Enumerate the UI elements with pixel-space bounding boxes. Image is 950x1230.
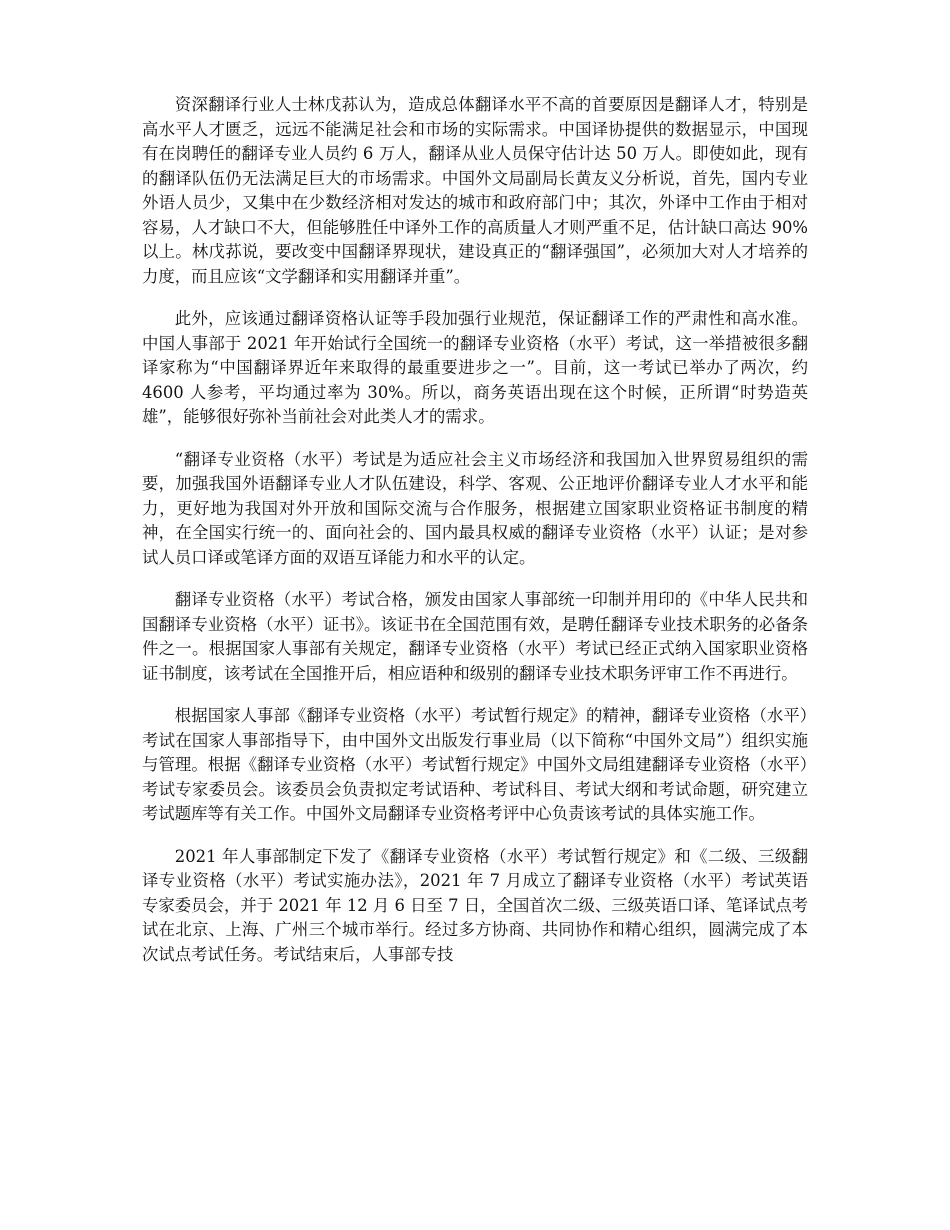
document-body <box>142 93 808 985</box>
paragraph-regulations: 根据国家人事部《翻译专业资格（水平）考试暂行规定》的精神，翻译专业资格（水平）考试在国家人事部指导下，由中国外文出版发行事业局（以下简称“中国外文局”）组织实施与管理。根据《翻译专业资格（水平）考试暂行规定》中国外文局组建翻译专业资格（水平）考试专家委员会。该委员会负责拟定考试语种、考试科目、考试大纲和考试命题，研究建立考试题库等有关工作。中国外文局翻译专业资格考评中心负责该考试的具体实施工作。 <box>142 706 808 823</box>
paragraph-history: 2021 年人事部制定下发了《翻译专业资格（水平）考试暂行规定》和《二级、三级翻译专业资格（水平）考试实施办法》，2021 年 7 月成立了翻译专业资格（水平）考试英语专家委员会，并于 2021 年 12 月 6 日至 7 日，全国首次二级、三级英语口译、笔译试点考试在北京、上海、广州三个城市举行。经过多方协商、共同协作和精心组织，圆满完成了本次试点考试任务。考试结束后，人事部专技 <box>142 846 808 964</box>
paragraph-exam-purpose: “翻译专业资格（水平）考试是为适应社会主义市场经济和我国加入世界贸易组织的需要，加强我国外语翻译专业人才队伍建设，科学、客观、公正地评价翻译专业人才水平和能力，更好地为我国对外开放和国际交流与合作服务，根据建立国家职业资格证书制度的精神，在全国实行统一的、面向社会的、国内最具权威的翻译专业资格（水平）认证；是对参试人员口译或笔译方面的双语互译能力和水平的认定。 <box>142 449 808 567</box>
paragraph-talent-shortage: 资深翻译行业人士林戊荪认为，造成总体翻译水平不高的首要原因是翻译人才，特别是高水平人才匮乏，远远不能满足社会和市场的实际需求。中国译协提供的数据显示，中国现有在岗聘任的翻译专业人员约 6 万人，翻译从业人员保守估计达 50 万人。即使如此，现有的翻译队伍仍无法满足巨大的市场需求。中国外文局副局长黄友义分析说，首先，国内专业外语人员少，又集中在少数经济相对发达的城市和政府部门中；其次，外译中工作由于相对容易，人才缺口不大，但能够胜任中译外工作的高质量人才则严重不足，估计缺口高达 90%以上。林戊荪说，要改变中国翻译界现状，建设真正的“翻译强国”，必须加大对人才培养的力度，而且应该“文学翻译和实用翻译并重”。 <box>142 95 808 286</box>
paragraph-certification: 此外，应该通过翻译资格认证等手段加强行业规范，保证翻译工作的严肃性和高水准。中国人事部于 2021 年开始试行全国统一的翻译专业资格（水平）考试，这一举措被很多翻译家称为“中国翻译界近年来取得的最重要进步之一”。目前，这一考试已举办了两次，约 4600 人参考，平均通过率为 30%。所以，商务英语出现在这个时候，正所谓“时势造英雄”，能够很好弥补当前社会对此类人才的需求。 <box>142 309 808 426</box>
paragraph-certificate: 翻译专业资格（水平）考试合格，颁发由国家人事部统一印制并用印的《中华人民共和国翻译专业资格（水平）证书》。该证书在全国范围有效，是聘任翻译专业技术职务的必备条件之一。根据国家人事部有关规定，翻译专业资格（水平）考试已经正式纳入国家职业资格证书制度，该考试在全国推开后，相应语种和级别的翻译专业技术职务评审工作不再进行。 <box>142 590 808 683</box>
